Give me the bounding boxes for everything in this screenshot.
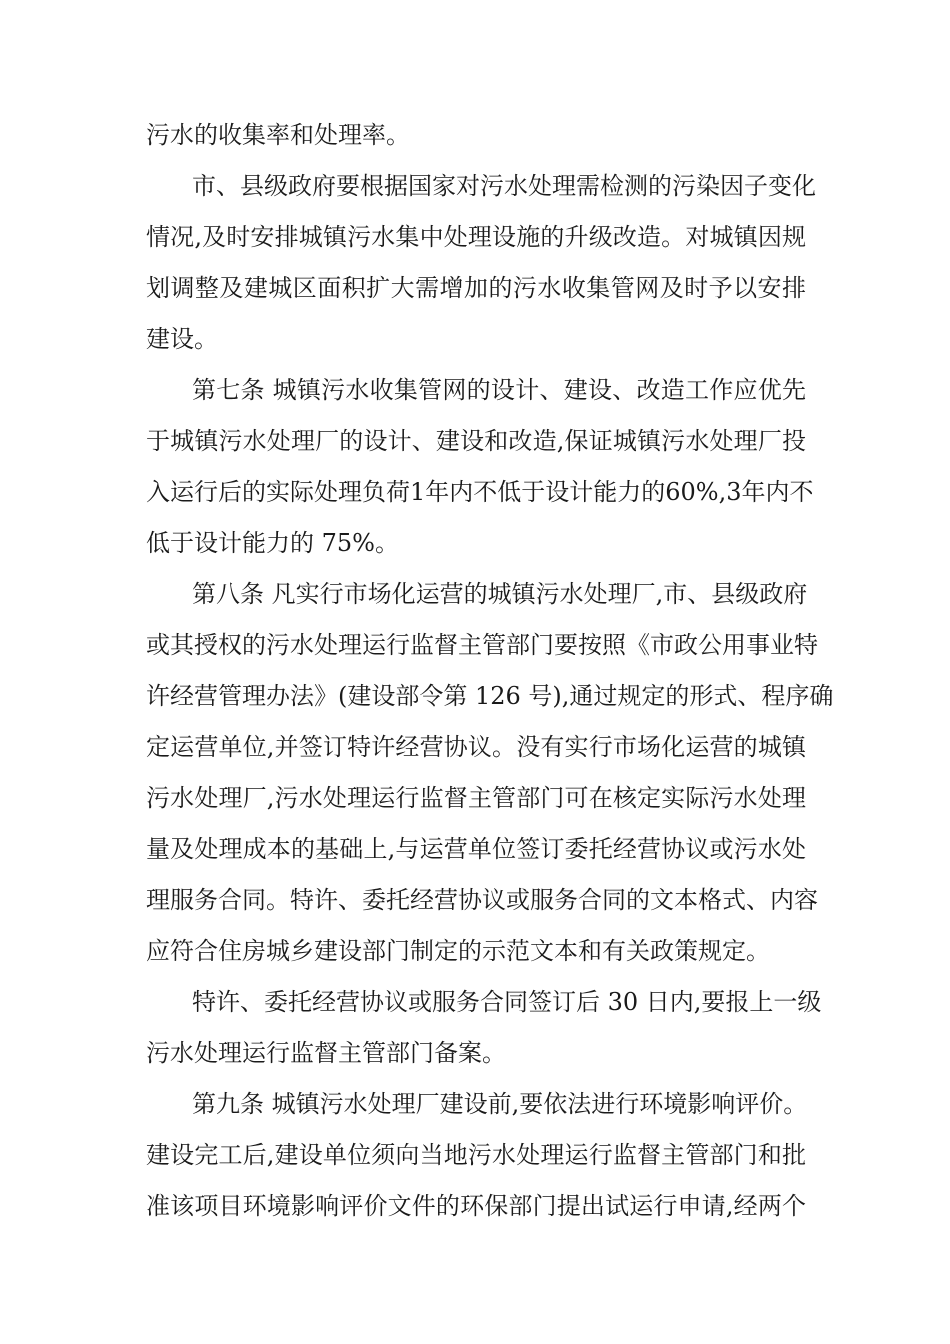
text-line: 理服务合同。特许、委托经营协议或服务合同的文本格式、内容 (146, 886, 818, 914)
text-line: 第九条 城镇污水处理厂建设前,要依法进行环境影响评价。 (192, 1090, 808, 1118)
text-line: 第八条 凡实行市场化运营的城镇污水处理厂,市、县级政府 (192, 580, 808, 608)
text-line: 量及处理成本的基础上,与运营单位签订委托经营协议或污水处 (146, 835, 806, 863)
text-line: 建设。 (146, 325, 218, 353)
text-line: 污水处理运行监督主管部门备案。 (146, 1039, 506, 1067)
text-line: 准该项目环境影响评价文件的环保部门提出试运行申请,经两个 (146, 1192, 806, 1220)
text-line: 污水的收集率和处理率。 (146, 121, 410, 149)
text-line: 市、县级政府要根据国家对污水处理需检测的污染因子变化 (192, 172, 816, 200)
text-line: 或其授权的污水处理运行监督主管部门要按照《市政公用事业特 (146, 631, 818, 659)
text-line: 入运行后的实际处理负荷1年内不低于设计能力的60%,3年内不 (146, 478, 814, 506)
text-line: 划调整及建城区面积扩大需增加的污水收集管网及时予以安排 (146, 274, 806, 302)
text-line: 定运营单位,并签订特许经营协议。没有实行市场化运营的城镇 (146, 733, 806, 761)
text-line: 污水处理厂,污水处理运行监督主管部门可在核定实际污水处理 (146, 784, 806, 812)
text-line: 建设完工后,建设单位须向当地污水处理运行监督主管部门和批 (146, 1141, 806, 1169)
text-line: 低于设计能力的 75%。 (146, 529, 399, 557)
text-line: 第七条 城镇污水收集管网的设计、建设、改造工作应优先 (192, 376, 806, 404)
text-line: 特许、委托经营协议或服务合同签订后 30 日内,要报上一级 (192, 988, 822, 1016)
text-line: 情况,及时安排城镇污水集中处理设施的升级改造。对城镇因规 (146, 223, 806, 251)
text-line: 许经营管理办法》(建设部令第 126 号),通过规定的形式、程序确 (146, 682, 834, 710)
text-line: 于城镇污水处理厂的设计、建设和改造,保证城镇污水处理厂投 (146, 427, 806, 455)
text-line: 应符合住房城乡建设部门制定的示范文本和有关政策规定。 (146, 937, 770, 965)
document-body (146, 110, 834, 1232)
